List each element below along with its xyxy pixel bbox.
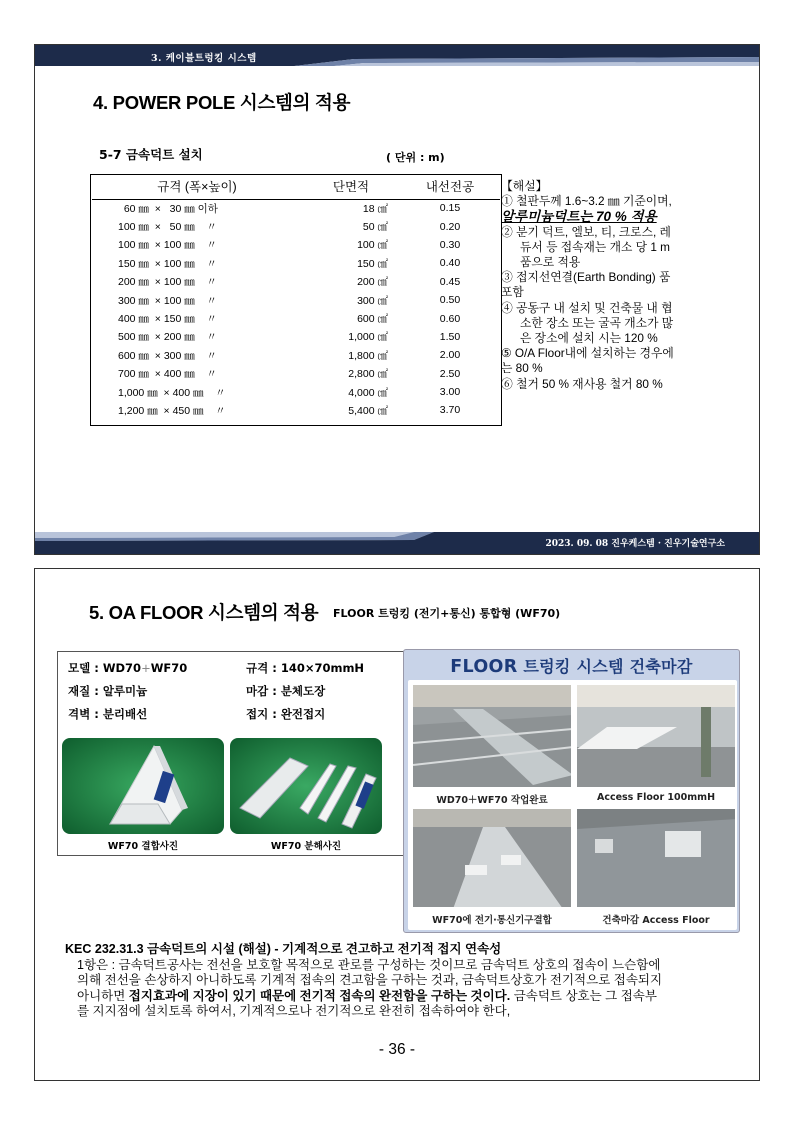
note-3a: ③ 접지선연결(Earth Bonding) 품 <box>501 270 671 285</box>
spec-ground: 접지 : 완전접지 <box>246 707 326 721</box>
table-row <box>92 383 500 401</box>
table-row <box>92 365 500 383</box>
cell-labor: 0.40 <box>439 257 461 270</box>
cell-size: 200 ㎜ × 100 ㎜ 〃 <box>118 276 217 289</box>
slide-oa-floor <box>34 568 760 1081</box>
cell-labor: 0.30 <box>439 238 461 251</box>
caption-assembled: WF70 결합사진 <box>107 841 179 852</box>
cell-size: 300 ㎜ × 100 ㎜ 〃 <box>118 294 217 307</box>
kec-line-3-bold: 접지효과에 지장이 있기 때문에 전기적 접속의 완전함을 구하는 것이다. <box>128 988 511 1003</box>
wf70-assembled-photo <box>62 738 224 834</box>
cell-labor: 0.20 <box>439 220 461 233</box>
kec-paragraph <box>65 942 745 1020</box>
notes-heading: 【해설】 <box>501 179 548 193</box>
cell-size: 150 ㎜ × 100 ㎜ 〃 <box>118 257 217 270</box>
table-row <box>92 217 500 235</box>
cell-area: 100 ㎠ <box>357 239 388 252</box>
cell-area: 1,800 ㎠ <box>348 349 388 362</box>
kec-line-3 <box>65 989 745 1005</box>
spec-model-sep: + <box>141 661 151 675</box>
cell-area: 600 ㎠ <box>357 313 388 326</box>
notes-panel <box>501 179 719 392</box>
cell-size: 700 ㎜ × 400 ㎜ 〃 <box>118 368 217 381</box>
cell-labor: 3.00 <box>439 386 461 399</box>
col-header-area: 단면적 <box>302 174 400 199</box>
caption-access-floor: Access Floor 100mmH <box>596 792 716 803</box>
spec-table <box>92 174 500 420</box>
caption-work-complete: WD70＋WF70 작업완료 <box>436 795 548 806</box>
table-row <box>92 273 500 291</box>
note-1b-emphasis: 알루미늄덕트는 70 % 적용 <box>501 209 657 225</box>
construction-panel <box>403 649 740 933</box>
wf70-disassembled-photo <box>230 738 382 834</box>
note-5a: ⑤ O/A Floor내에 설치하는 경우에 <box>501 346 674 361</box>
caption-device-assembly: WF70에 전기·통신기구결합 <box>432 915 552 926</box>
photo-access-floor <box>576 684 736 788</box>
product-panel <box>57 651 408 856</box>
photo-work-complete <box>412 684 572 788</box>
cell-area: 300 ㎠ <box>357 294 388 307</box>
kec-line-3a: 아니하면 <box>77 988 129 1003</box>
note-4b: 소한 장소 또는 굴곡 개소가 많 <box>520 315 674 330</box>
note-2a: ② 분기 덕트, 엘보, 티, 크로스, 레 <box>501 224 671 239</box>
table-header-row <box>92 174 500 199</box>
slide-power-pole <box>34 44 760 555</box>
photo-device-assembly <box>412 808 572 908</box>
spec-finish: 마감 : 분체도장 <box>246 684 326 698</box>
note-6: ⑥ 철거 50 % 재사용 철거 80 % <box>501 376 663 391</box>
cell-area: 50 ㎠ <box>362 221 388 234</box>
spec-size: 규격 : 140×70mmH <box>246 661 365 675</box>
cell-labor: 0.60 <box>439 312 461 325</box>
table-row <box>92 199 500 217</box>
table-row <box>92 401 500 419</box>
unit-label: ( 단위 : m) <box>386 151 445 164</box>
page-subtitle: FLOOR 트렁킹 (전기+통신) 통합형 (WF70) <box>333 607 561 620</box>
cell-area: 2,800 ㎠ <box>348 368 388 381</box>
note-3b: 포함 <box>501 285 524 300</box>
cell-size: 400 ㎜ × 150 ㎜ 〃 <box>118 313 217 326</box>
cell-area: 4,000 ㎠ <box>348 386 388 399</box>
spec-partition: 격벽 : 분리배선 <box>68 707 148 721</box>
cell-labor: 0.50 <box>439 294 461 307</box>
kec-line-4: 를 지지점에 설치토록 하여서, 기계적으로나 전기적으로 완전히 접속하여야 한다, <box>77 1004 511 1019</box>
note-2c: 품으로 적용 <box>520 255 581 270</box>
cell-labor: 2.50 <box>439 367 461 380</box>
note-1a: ① 철판두께 1.6~3.2 ㎜ 기준이며, <box>501 194 672 209</box>
table-row <box>92 328 500 346</box>
cell-area: 150 ㎠ <box>357 257 388 270</box>
kec-title: KEC 232.31.3 금속덕트의 시설 (해설) - 기계적으로 견고하고 전기적 접지 연속성 <box>65 942 502 956</box>
table-row <box>92 254 500 272</box>
page-title: 4. POWER POLE 시스템의 적용 <box>93 92 351 113</box>
cell-labor: 3.70 <box>439 404 461 417</box>
cell-area: 1,000 ㎠ <box>348 331 388 344</box>
table-row <box>92 309 500 327</box>
caption-finished-floor: 건축마감 Access Floor <box>602 915 710 926</box>
spec-model-b: WF70 <box>150 661 188 675</box>
col-header-labor: 내선전공 <box>400 174 500 199</box>
cell-labor: 0.45 <box>439 275 461 288</box>
cell-size: 600 ㎜ × 300 ㎜ 〃 <box>118 349 217 362</box>
cell-size: 100 ㎜ × 50 ㎜ 〃 <box>118 221 217 234</box>
header-label: 3. 케이블트렁킹 시스템 <box>151 53 257 64</box>
spec-material: 재질 : 알루미늄 <box>68 684 148 698</box>
table-row <box>92 346 500 364</box>
col-header-size: 규격 (폭×높이) <box>92 174 302 199</box>
header-bar <box>35 45 759 66</box>
construction-panel-title <box>404 654 739 677</box>
note-4a: ④ 공동구 내 설치 및 건축물 내 협 <box>501 300 673 315</box>
cell-area: 200 ㎠ <box>357 276 388 289</box>
photo-finished-floor <box>576 808 736 908</box>
note-5b: 는 80 % <box>501 361 543 376</box>
note-2b: 듀서 등 접속재는 개소 당 1 m <box>520 239 671 254</box>
cell-size: 1,000 ㎜ × 400 ㎜ 〃 <box>118 386 226 399</box>
title-floor: FLOOR <box>450 657 518 677</box>
page-number: - 36 - <box>378 1041 416 1058</box>
kec-line-2: 의해 전선을 손상하지 아니하도록 기계적 접속의 견고함을 구하는 것과, 금속덕트상호가 전기적으로 접속되지 <box>77 973 663 988</box>
cell-size: 60 ㎜ × 30 ㎜ 이하 <box>118 202 218 215</box>
section-title: 5-7 금속덕트 설치 <box>99 147 203 162</box>
cell-size: 500 ㎜ × 200 ㎜ 〃 <box>118 331 217 344</box>
cell-area: 18 ㎠ <box>362 202 388 215</box>
kec-line-3c: 금속덕트 상호는 그 접속부 <box>510 988 657 1003</box>
kec-line-1: 1항은 : 금속덕트공사는 전선을 보호할 목적으로 관로를 구성하는 것이므로 금속덕트 상호의 접속이 느슨함에 <box>77 957 661 972</box>
title-rest: 트렁킹 시스템 건축마감 <box>517 657 693 676</box>
footer-label: 2023. 09. 08 진우케스템 · 진우기술연구소 <box>545 539 725 549</box>
cell-area: 5,400 ㎠ <box>348 404 388 417</box>
page-title: 5. OA FLOOR 시스템의 적용 <box>89 602 319 623</box>
cell-labor: 1.50 <box>439 330 461 343</box>
cell-size: 1,200 ㎜ × 450 ㎜ 〃 <box>118 404 226 417</box>
spec-model-a: 모델 : WD70 <box>68 661 142 675</box>
table-row <box>92 236 500 254</box>
cell-labor: 2.00 <box>439 349 461 362</box>
table-row <box>92 291 500 309</box>
spec-model <box>68 660 187 676</box>
caption-disassembled: WF70 분해사진 <box>270 841 342 852</box>
cell-labor: 0.15 <box>439 202 461 215</box>
note-4c: 은 장소에 설치 시는 120 % <box>520 331 658 346</box>
cell-size: 100 ㎜ × 100 ㎜ 〃 <box>118 239 217 252</box>
